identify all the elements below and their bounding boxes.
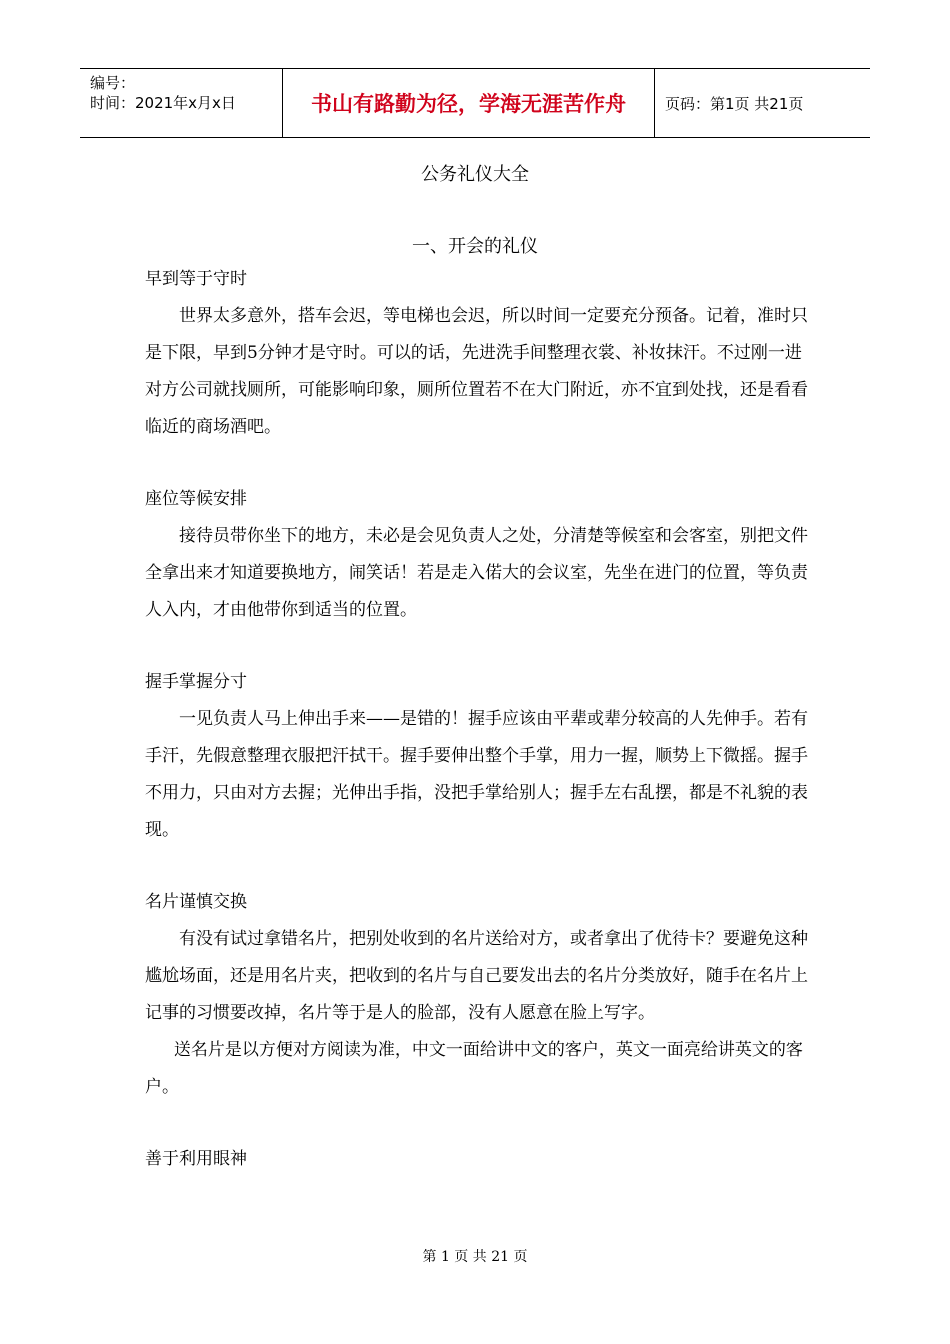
subsection-heading: 名片谨慎交换 [145, 892, 247, 912]
paragraph: 送名片是以方便对方阅读为准，中文一面给讲中文的客户，英文一面亮给讲英文的客户。 [145, 1040, 803, 1097]
subsection-heading: 早到等于守时 [145, 269, 247, 289]
subsection [145, 889, 810, 1106]
paragraph: 一见负责人马上伸出手来——是错的！握手应该由平辈或辈分较高的人先伸手。若有手汗，先假意整理衣服把汗拭干。握手要伸出整个手掌，用力一握，顺势上下微摇。握手不用力，只由对方去握；光伸出手指，没把手掌给别人；握手左右乱摆，都是不礼貌的表现。 [145, 709, 808, 840]
subsection-heading: 座位等候安排 [145, 489, 247, 509]
subsection [145, 266, 810, 446]
time-label: 时间：2021年x月x日 [90, 94, 236, 112]
document-header [80, 68, 870, 138]
paragraph: 接待员带你坐下的地方，未必是会见负责人之处，分清楚等候室和会客室，别把文件全拿出来才知道要换地方，闹笑话！若是走入偌大的会议室，先坐在进门的位置，等负责人入内，才由他带你到适当的位置。 [145, 526, 808, 620]
paragraph: 世界太多意外，搭车会迟，等电梯也会迟，所以时间一定要充分预备。记着，准时只是下限，早到5分钟才是守时。可以的话，先进洗手间整理衣裳、补妆抹汗。不过刚一进对方公司就找厕所，可能影响印象，厕所位置若不在大门附近，亦不宜到处找，还是看看临近的商场酒吧。 [145, 306, 808, 437]
header-motto: 书山有路勤为径，学海无涯苦作舟 [282, 69, 655, 137]
header-meta [80, 69, 282, 137]
document-body [145, 266, 810, 1172]
header-page-info: 页码：第1页 共21页 [665, 94, 804, 113]
section-title: 一、开会的礼仪 [412, 236, 538, 257]
subsection [145, 1146, 810, 1172]
document-title: 公务礼仪大全 [421, 164, 529, 185]
subsection [145, 669, 810, 849]
subsection-heading: 善于利用眼神 [145, 1149, 247, 1169]
subsection-heading: 握手掌握分寸 [145, 672, 247, 692]
paragraph: 有没有试过拿错名片，把别处收到的名片送给对方，或者拿出了优待卡？要避免这种尴尬场面，还是用名片夹，把收到的名片与自己要发出去的名片分类放好，随手在名片上记事的习惯要改掉，名片等于是人的脸部，没有人愿意在脸上写字。 [145, 929, 808, 1023]
number-label: 编号： [90, 74, 136, 92]
page-footer: 第 1 页 共 21 页 [422, 1249, 528, 1265]
subsection [145, 486, 810, 629]
